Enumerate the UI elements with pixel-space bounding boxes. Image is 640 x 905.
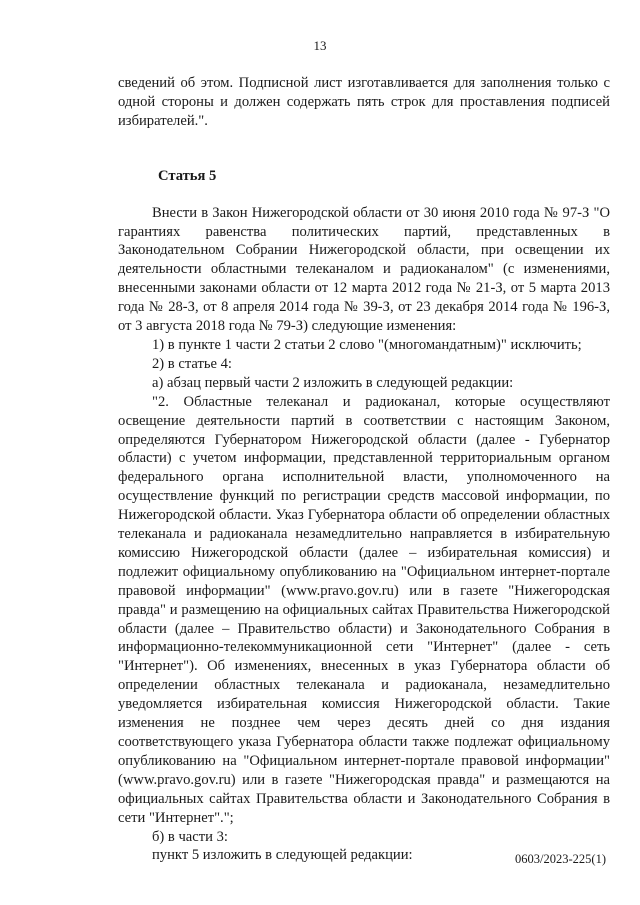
footer-document-code: 0603/2023-225(1) (515, 852, 606, 866)
document-body (118, 74, 610, 865)
paragraph-point-5: пункт 5 изложить в следующей редакции: (152, 847, 413, 864)
paragraph-item-1: 1) в пункте 1 части 2 статьи 2 слово "(многомандатным)" исключить; (152, 336, 582, 353)
paragraph-intro: Внести в Закон Нижегородской области от 30 июня 2010 года № 97-З "О гарантиях равенства политических партий, представленных в Законодательном Собрании Нижегородской области, при освещении их деятельности областными телеканалом и радиоканалом" (с изменениями, внесенными законами области от 12 марта 2012 года № 21-З, от 5 марта 2013 года № 28-З, от 8 апреля 2014 года № 39-З, от 23 декабря 2014 года № 196-З, от 3 августа 2018 года № 79-З) следующие изменения: (118, 204, 610, 335)
paragraph-subitem-a: а) абзац первый части 2 изложить в следующей редакции: (152, 374, 514, 391)
paragraph-subitem-b: б) в части 3: (152, 828, 228, 845)
paragraph-continuation: сведений об этом. Подписной лист изготавливается для заполнения только с одной стороны и должен содержать пять строк для проставления подписей избирателей.". (118, 75, 610, 129)
paragraph-quoted-text: "2. Областные телеканал и радиоканал, которые осуществляют освещение деятельности партий в соответствии с настоящим Законом, определяются Губернатором Нижегородской области (далее - Губернатор области) с учетом информации, представленной территориальным органом федерального органа исполнительной власти, уполномоченного на осуществление функций по регистрации средств массовой информации, по Нижегородской области. Указ Губернатора области об определении областных телеканала и радиоканала незамедлительно направляется в избирательную комиссию Нижегородской области (далее – избирательная комиссия) и подлежит официальному опубликованию на "Официальном интернет-портале правовой информации" (www.pravo.gov.ru) или в газете "Нижегородская правда" и размещению на официальных сайтах Правительства Нижегородской области (далее – Правительство области) и Законодательного Собрания в информационно-телекоммуникационной сети "Интернет" (далее - сеть "Интернет"). Об изменениях, внесенных в указ Губернатора области об определении областных телеканала и радиоканала, незамедлительно уведомляется избирательная комиссия Нижегородской области. Такие изменения не позднее чем через десять дней со дня издания соответствующего указа Губернатора области также подлежат официальному опубликованию на "Официальном интернет-портале правовой информации" (www.pravo.gov.ru) или в газете "Нижегородская правда" и размещаются на официальных сайтах Правительства области и Законодательного Собрания в сети "Интернет"."; (118, 393, 610, 826)
page-number: 13 (313, 38, 327, 53)
article-heading: Статья 5 (158, 167, 217, 184)
paragraph-item-2: 2) в статье 4: (152, 355, 232, 372)
